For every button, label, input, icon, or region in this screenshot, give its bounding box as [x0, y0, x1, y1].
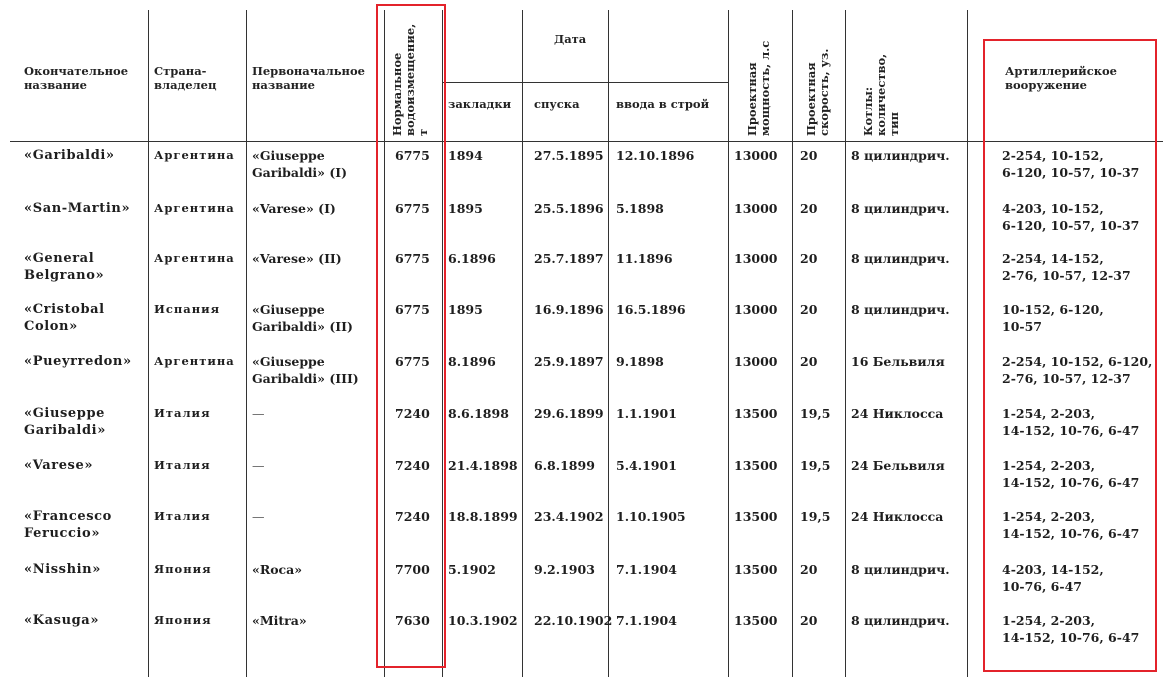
cell-launched: 22.10.1902	[534, 613, 613, 628]
header-displacement-line: т	[416, 128, 430, 136]
cell-laid: 8.6.1898	[448, 406, 509, 421]
cell-final-name-line: «Garibaldi»	[24, 148, 115, 163]
cell-launched: 9.2.1903	[534, 562, 595, 577]
cell-final-name-line: Garibaldi»	[24, 423, 106, 438]
cell-original-name-line: —	[252, 458, 265, 473]
cell-commissioned: 5.4.1901	[616, 458, 677, 473]
cell-displacement: 7630	[395, 613, 430, 628]
header-power-line: мощность, л.с	[758, 40, 772, 136]
header-armament-line: вооружение	[1005, 78, 1087, 92]
header-original-name	[252, 64, 365, 92]
cell-original-name	[252, 508, 265, 525]
column-divider	[845, 10, 846, 677]
header-commissioned: ввода в строй	[616, 97, 710, 111]
cell-launched: 25.7.1897	[534, 251, 604, 266]
cell-armament-line: 2-254, 10-152, 6-120,	[1002, 354, 1153, 369]
cell-power: 13500	[734, 613, 778, 628]
cell-armament-line: 2-76, 10-57, 12-37	[1002, 268, 1131, 283]
cell-armament-line: 2-76, 10-57, 12-37	[1002, 371, 1131, 386]
cell-displacement: 7700	[395, 562, 430, 577]
header-final-name	[24, 64, 128, 92]
cell-boilers: 24 Бельвиля	[851, 458, 945, 473]
cell-commissioned: 9.1898	[616, 354, 664, 369]
cell-power: 13500	[734, 509, 778, 524]
cell-speed: 19,5	[800, 509, 831, 524]
cell-original-name	[252, 353, 359, 387]
column-divider	[967, 10, 968, 677]
cell-original-name	[252, 561, 302, 578]
cell-laid: 10.3.1902	[448, 613, 518, 628]
cell-original-name-line: «Mitra»	[252, 613, 307, 628]
cell-owner: Италия	[154, 406, 211, 420]
cell-original-name	[252, 147, 347, 181]
cell-commissioned: 7.1.1904	[616, 562, 677, 577]
cell-original-name	[252, 250, 342, 267]
cell-final-name	[24, 301, 105, 335]
cell-final-name	[24, 250, 104, 284]
cell-laid: 21.4.1898	[448, 458, 518, 473]
column-divider	[728, 10, 729, 677]
cell-speed: 20	[800, 251, 818, 266]
cell-final-name-line: «San-Martin»	[24, 201, 131, 216]
header-displacement-line: Нормальное	[390, 52, 404, 136]
header-boilers	[862, 54, 901, 136]
cell-commissioned: 5.1898	[616, 201, 664, 216]
header-displacement-line: водоизмещение,	[403, 23, 417, 136]
cell-speed: 20	[800, 302, 818, 317]
cell-speed: 20	[800, 613, 818, 628]
header-speed-line: Проектная	[804, 62, 818, 136]
cell-displacement: 6775	[395, 302, 430, 317]
header-launched: спуска	[534, 97, 580, 111]
cell-final-name	[24, 405, 106, 439]
cell-owner: Италия	[154, 509, 211, 523]
cell-original-name-line: «Varese» (I)	[252, 201, 336, 216]
cell-original-name	[252, 457, 265, 474]
cell-original-name	[252, 405, 265, 422]
cell-final-name	[24, 561, 101, 578]
cell-displacement: 7240	[395, 458, 430, 473]
header-power-line: Проектная	[745, 62, 759, 136]
cell-original-name-line: «Varese» (II)	[252, 251, 342, 266]
cell-speed: 20	[800, 148, 818, 163]
cell-final-name-line: Feruccio»	[24, 526, 101, 541]
cell-final-name	[24, 147, 115, 164]
header-boilers-line: количество,	[874, 53, 888, 136]
cell-armament-line: 14-152, 10-76, 6-47	[1002, 526, 1140, 541]
cell-power: 13000	[734, 354, 778, 369]
cell-armament-line: 2-254, 14-152,	[1002, 251, 1104, 266]
column-divider	[608, 10, 609, 677]
header-date: Дата	[554, 32, 587, 46]
cell-armament-line: 6-120, 10-57, 10-37	[1002, 218, 1140, 233]
cell-armament-line: 6-120, 10-57, 10-37	[1002, 165, 1140, 180]
header-power	[746, 41, 772, 136]
cell-power: 13500	[734, 406, 778, 421]
header-boilers-line: тип	[887, 111, 901, 136]
cell-armament-line: 14-152, 10-76, 6-47	[1002, 630, 1140, 645]
cell-original-name-line: «Giuseppe	[252, 354, 325, 369]
cell-boilers: 8 цилиндрич.	[851, 148, 950, 163]
header-owner	[154, 64, 216, 92]
cell-speed: 20	[800, 354, 818, 369]
cell-final-name	[24, 353, 132, 370]
cell-original-name-line: «Giuseppe	[252, 302, 325, 317]
cell-displacement: 7240	[395, 509, 430, 524]
cell-final-name-line: «Kasuga»	[24, 613, 100, 628]
cell-displacement: 6775	[395, 354, 430, 369]
cell-armament-line: 10-76, 6-47	[1002, 579, 1082, 594]
cell-owner: Аргентина	[154, 148, 235, 162]
cell-displacement: 6775	[395, 251, 430, 266]
column-divider	[246, 10, 247, 677]
header-armament-line: Артиллерийское	[1005, 64, 1117, 78]
cell-commissioned: 11.1896	[616, 251, 673, 266]
cell-boilers: 16 Бельвиля	[851, 354, 945, 369]
cell-original-name	[252, 301, 353, 335]
cell-armament-line: 2-254, 10-152,	[1002, 148, 1104, 163]
cell-launched: 16.9.1896	[534, 302, 604, 317]
cell-final-name-line: «Nisshin»	[24, 562, 101, 577]
column-divider	[148, 10, 149, 677]
cell-launched: 23.4.1902	[534, 509, 604, 524]
cell-original-name-line: «Roca»	[252, 562, 303, 577]
date-subheader-line	[442, 82, 728, 83]
cell-boilers: 24 Никлосса	[851, 509, 944, 524]
cell-armament-line: 1-254, 2-203,	[1002, 613, 1096, 628]
cell-boilers: 8 цилиндрич.	[851, 302, 950, 317]
cell-power: 13000	[734, 251, 778, 266]
cell-armament-line: 1-254, 2-203,	[1002, 458, 1096, 473]
cell-boilers: 8 цилиндрич.	[851, 562, 950, 577]
cell-owner: Аргентина	[154, 251, 235, 265]
cell-armament-line: 4-203, 10-152,	[1002, 201, 1104, 216]
cell-launched: 25.5.1896	[534, 201, 604, 216]
cell-original-name-line: Garibaldi» (I)	[252, 165, 348, 180]
cell-power: 13000	[734, 148, 778, 163]
cell-final-name-line: «Pueyrredon»	[24, 354, 132, 369]
cell-launched: 25.9.1897	[534, 354, 604, 369]
cell-final-name-line: Belgrano»	[24, 268, 105, 283]
cell-original-name-line: —	[252, 406, 265, 421]
header-original-name-line: название	[252, 78, 315, 92]
cell-original-name-line: —	[252, 509, 265, 524]
cell-owner: Япония	[154, 613, 212, 627]
cell-owner: Италия	[154, 458, 211, 472]
cell-displacement: 6775	[395, 148, 430, 163]
cell-armament-line: 10-57	[1002, 319, 1042, 334]
cell-displacement: 6775	[395, 201, 430, 216]
cell-armament-line: 10-152, 6-120,	[1002, 302, 1104, 317]
cell-laid: 8.1896	[448, 354, 496, 369]
cell-final-name-line: «Francesco	[24, 509, 112, 524]
cell-armament-line: 4-203, 14-152,	[1002, 562, 1104, 577]
header-original-name-line: Первоначальное	[252, 64, 365, 78]
cell-commissioned: 12.10.1896	[616, 148, 695, 163]
cell-final-name-line: «Varese»	[24, 458, 94, 473]
cell-armament-line: 14-152, 10-76, 6-47	[1002, 423, 1140, 438]
cell-boilers: 8 цилиндрич.	[851, 613, 950, 628]
cell-armament-line: 1-254, 2-203,	[1002, 406, 1096, 421]
cell-original-name-line: Garibaldi» (III)	[252, 371, 359, 386]
cell-boilers: 24 Никлосса	[851, 406, 944, 421]
cell-laid: 18.8.1899	[448, 509, 518, 524]
cell-original-name	[252, 200, 336, 217]
cell-laid: 1895	[448, 201, 483, 216]
cell-speed: 19,5	[800, 458, 831, 473]
cell-owner: Аргентина	[154, 201, 235, 215]
header-final-name-line: название	[24, 78, 87, 92]
cell-laid: 5.1902	[448, 562, 496, 577]
header-final-name-line: Окончательное	[24, 64, 129, 78]
header-speed-line: скорость, уз.	[817, 48, 831, 136]
cell-speed: 19,5	[800, 406, 831, 421]
header-owner-line: Страна-	[154, 64, 207, 78]
cell-launched: 29.6.1899	[534, 406, 604, 421]
cell-laid: 6.1896	[448, 251, 496, 266]
cell-final-name-line: Colon»	[24, 319, 78, 334]
cell-laid: 1894	[448, 148, 483, 163]
cell-power: 13500	[734, 562, 778, 577]
cell-displacement: 7240	[395, 406, 430, 421]
highlight-displacement-column	[376, 4, 446, 668]
cell-power: 13500	[734, 458, 778, 473]
cell-final-name-line: «Giuseppe	[24, 406, 106, 421]
cell-commissioned: 1.10.1905	[616, 509, 686, 524]
highlight-armament-column	[983, 39, 1157, 672]
cell-power: 13000	[734, 302, 778, 317]
column-divider	[522, 10, 523, 677]
cell-final-name-line: «Cristobal	[24, 302, 105, 317]
cell-owner: Испания	[154, 302, 221, 316]
header-speed	[805, 49, 831, 136]
cell-boilers: 8 цилиндрич.	[851, 251, 950, 266]
header-boilers-line: Котлы:	[861, 86, 875, 136]
cell-commissioned: 7.1.1904	[616, 613, 677, 628]
column-divider	[792, 10, 793, 677]
cell-final-name	[24, 612, 99, 629]
header-laid: закладки	[448, 97, 512, 111]
cell-armament-line: 14-152, 10-76, 6-47	[1002, 475, 1140, 490]
cell-commissioned: 16.5.1896	[616, 302, 686, 317]
cell-final-name-line: «General	[24, 251, 95, 266]
cell-final-name	[24, 200, 130, 217]
cell-commissioned: 1.1.1901	[616, 406, 677, 421]
cell-final-name	[24, 508, 112, 542]
cell-boilers: 8 цилиндрич.	[851, 201, 950, 216]
cell-power: 13000	[734, 201, 778, 216]
cell-speed: 20	[800, 562, 818, 577]
cell-owner: Япония	[154, 562, 212, 576]
cell-laid: 1895	[448, 302, 483, 317]
cell-original-name-line: «Giuseppe	[252, 148, 325, 163]
cell-launched: 6.8.1899	[534, 458, 595, 473]
cell-speed: 20	[800, 201, 818, 216]
cell-armament-line: 1-254, 2-203,	[1002, 509, 1096, 524]
cell-owner: Аргентина	[154, 354, 235, 368]
cell-original-name	[252, 612, 307, 629]
header-owner-line: владелец	[154, 78, 217, 92]
cell-final-name	[24, 457, 93, 474]
cell-launched: 27.5.1895	[534, 148, 604, 163]
cell-original-name-line: Garibaldi» (II)	[252, 319, 353, 334]
